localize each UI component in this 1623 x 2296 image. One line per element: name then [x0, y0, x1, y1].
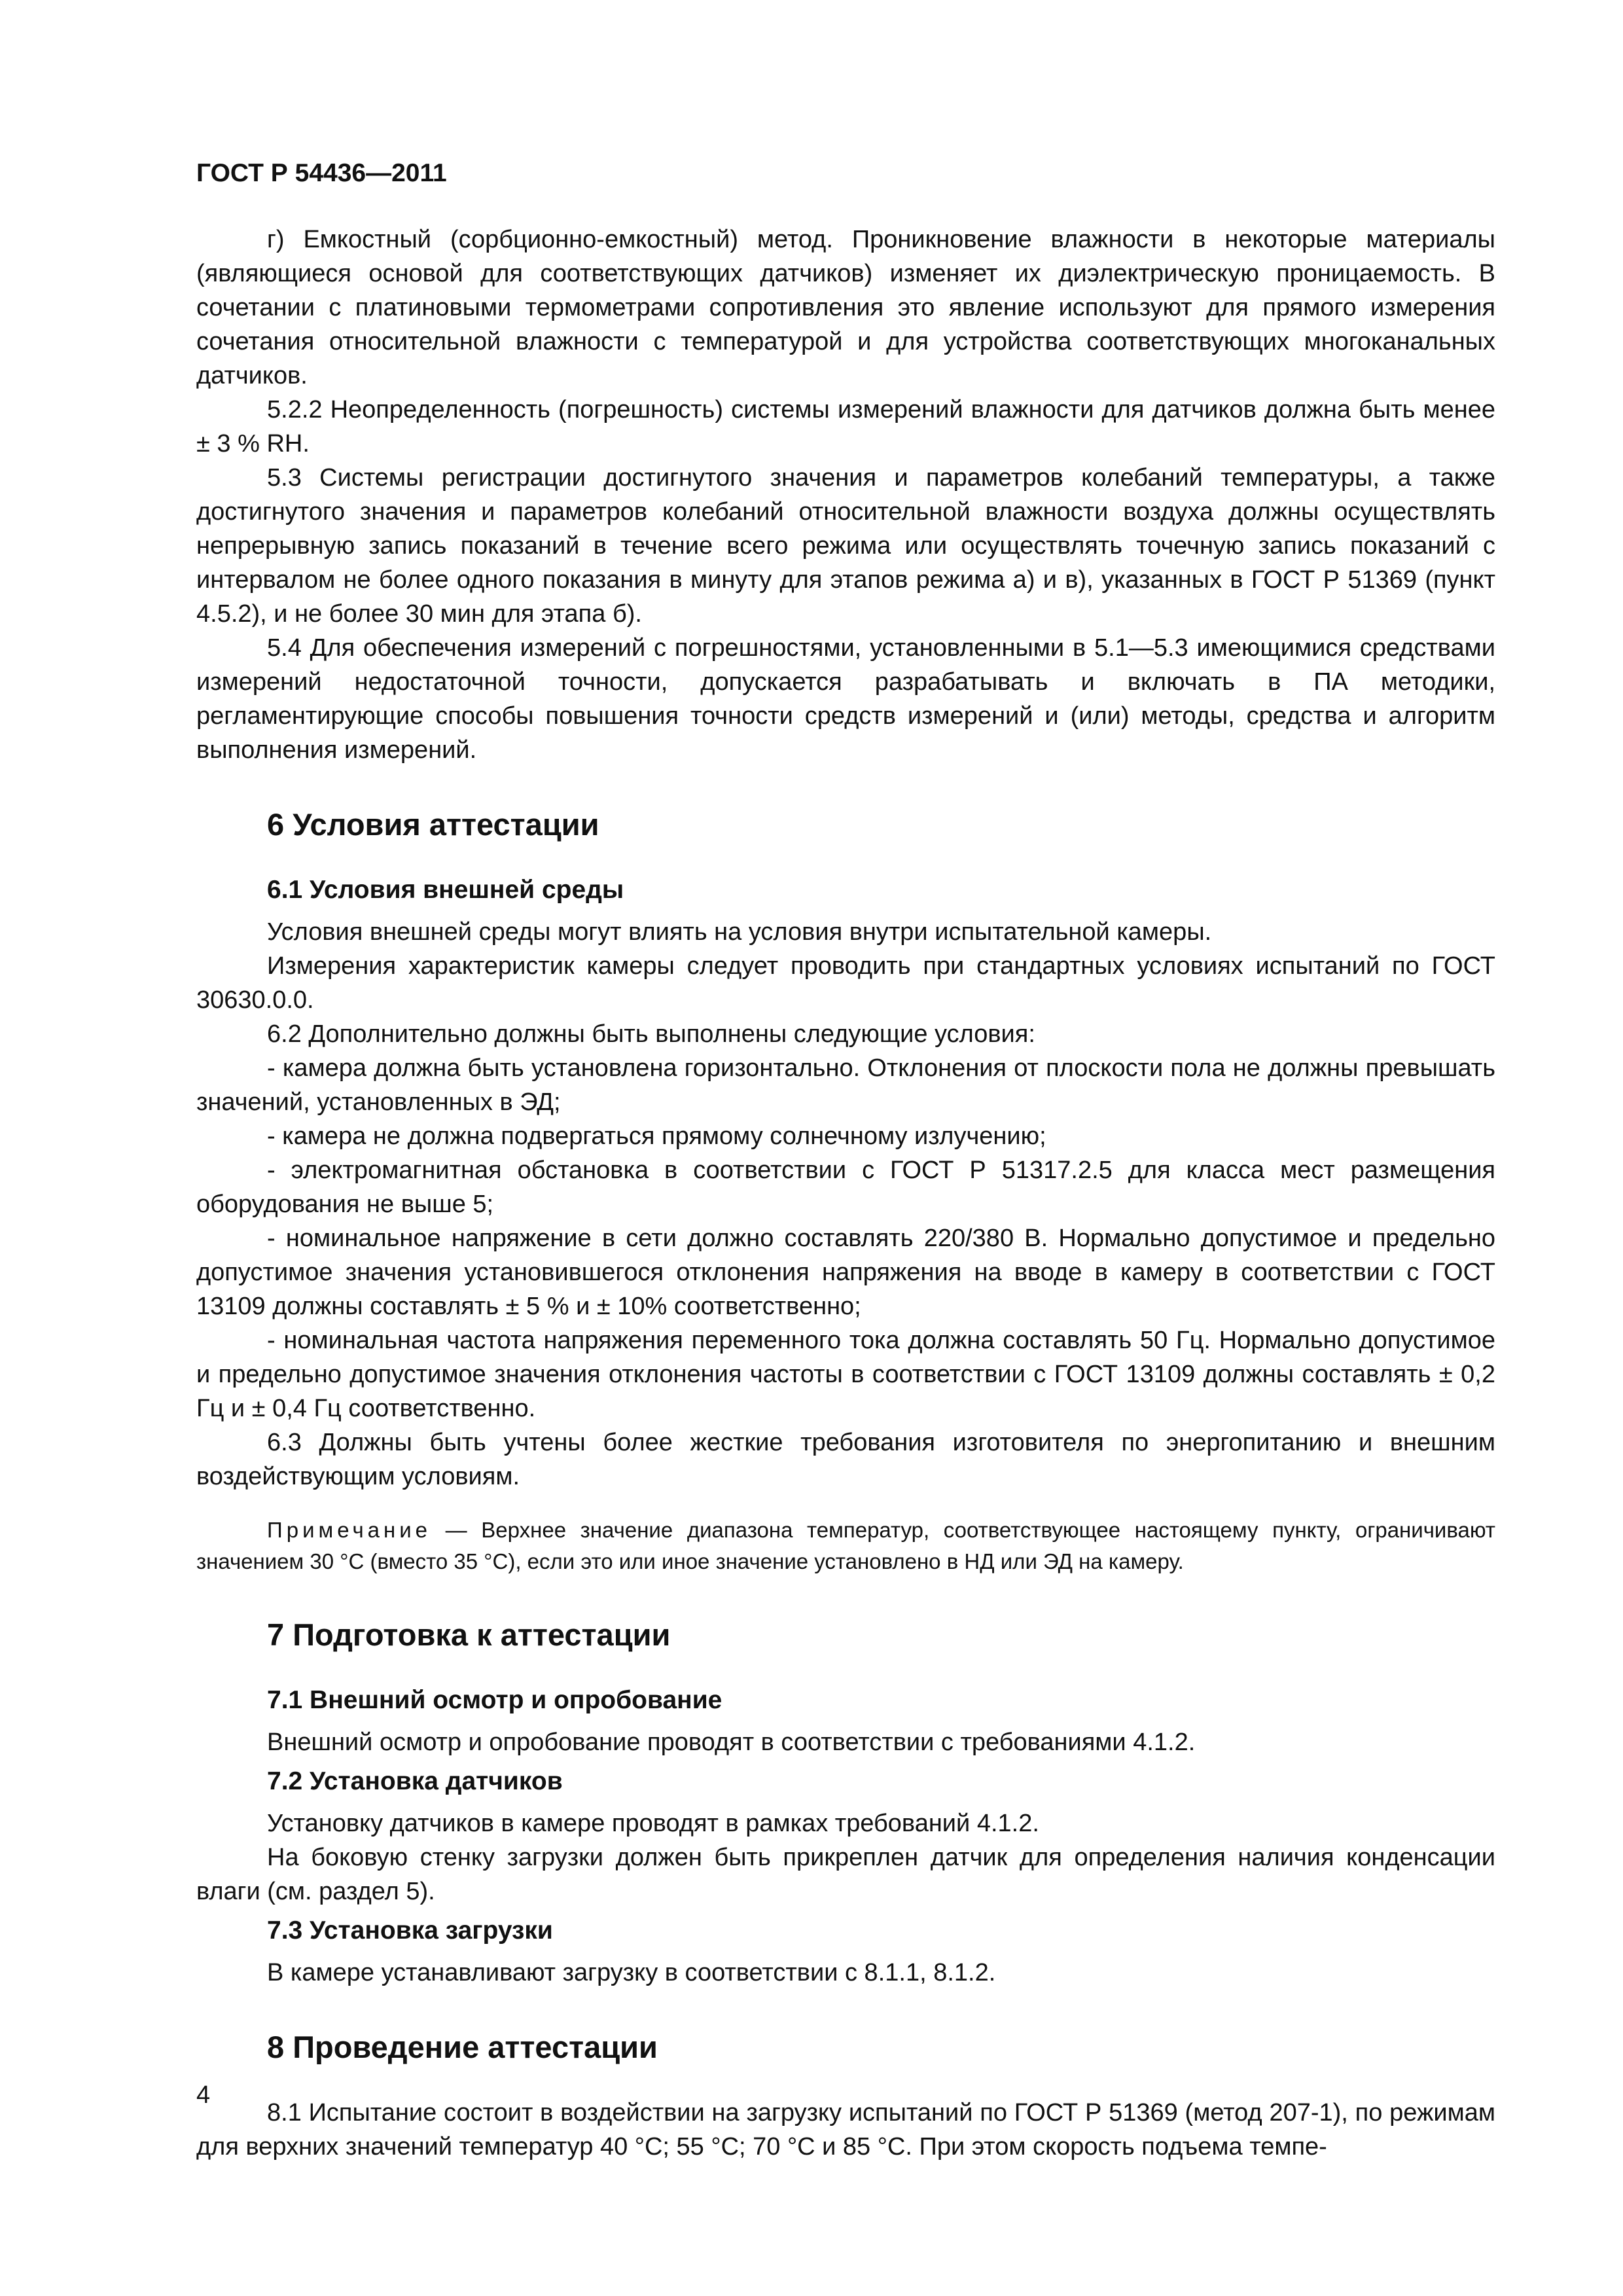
list-item: - электромагнитная обстановка в соответствии с ГОСТ Р 51317.2.5 для класса мест размещения оборудования не выше 5; [196, 1157, 1495, 1218]
paragraph-5-2-1-g: г) Емкостный (сорбционно-емкостный) метод. Проникновение влажности в некоторые материалы (являющиеся основой для соответствующих датчиков) изменяет их диэлектрическую проницаемость. В сочетании с платиновыми термометрами сопротивления это явление используют для прямого измерения сочетания относительной влажности с температурой и для устройства соответствующих многоканальных датчиков. [196, 226, 1495, 389]
document-page [196, 157, 1495, 2164]
paragraph-6-1-b: Измерения характеристик камеры следует проводить при стандартных условиях испытаний по ГОСТ 30630.0.0. [196, 952, 1495, 1014]
subsection-7-2-heading: 7.2 Установка датчиков [267, 1767, 563, 1795]
paragraph-6-1-a: Условия внешней среды могут влиять на условия внутри испытательной камеры. [267, 918, 1212, 946]
paragraph-8-1: 8.1 Испытание состоит в воздействии на загрузку испытаний по ГОСТ Р 51369 (метод 207-1), по режимам для верхних значений температур 40 °С; 55 °С; 70 °С и 85 °С. При этом скорость подъема темпе- [196, 2099, 1495, 2161]
paragraph-7-2-b: На боковую стенку загрузки должен быть прикреплен датчик для определения наличия конденсации влаги (см. раздел 5). [196, 1844, 1495, 1905]
list-item: - номинальная частота напряжения переменного тока должна составлять 50 Гц. Нормально допустимое и предельно допустимое значения отклонения частоты в соответствии с ГОСТ 13109 должны составлять ± 0,2 Гц и ± 0,4 Гц соответственно. [196, 1327, 1495, 1422]
subsection-7-3-heading: 7.3 Установка загрузки [267, 1916, 553, 1945]
paragraph-7-2-a: Установку датчиков в камере проводят в рамках требований 4.1.2. [267, 1810, 1039, 1837]
section-7-heading: 7 Подготовка к аттестации [267, 1617, 671, 1652]
section-8-heading: 8 Проведение аттестации [267, 2030, 658, 2064]
subsection-7-1-heading: 7.1 Внешний осмотр и опробование [267, 1686, 722, 1714]
note-label: Примечание [267, 1518, 432, 1542]
section-6-heading: 6 Условия аттестации [267, 807, 599, 842]
paragraph-6-3: 6.3 Должны быть учтены более жесткие требования изготовителя по энергопитанию и внешним воздействующим условиям. [196, 1429, 1495, 1490]
paragraph-6-2: 6.2 Дополнительно должны быть выполнены следующие условия: [267, 1020, 1035, 1048]
note-text: — Верхнее значение диапазона температур, соответствующее настоящему пункту, ограничивают значением 30 °С (вместо 35 °С), если это или иное значение установлено в НД или ЭД на камеру. [196, 1518, 1495, 1573]
note-block [196, 1515, 1495, 1577]
paragraph-5-3: 5.3 Системы регистрации достигнутого значения и параметров колебаний температуры, а также достигнутого значения и параметров колебаний относительной влажности воздуха должны осуществлять непрерывную запись показаний в течение всего режима или осуществлять точечную запись показаний с интервалом не более одного показания в минуту для этапов режима а) и в), указанных в ГОСТ Р 51369 (пункт 4.5.2), и не более 30 мин для этапа б). [196, 464, 1495, 628]
list-item: - камера должна быть установлена горизонтально. Отклонения от плоскости пола не должны превышать значений, установленных в ЭД; [196, 1054, 1495, 1116]
paragraph-5-2-2: 5.2.2 Неопределенность (погрешность) системы измерений влажности для датчиков должна быть менее ± 3 % RH. [196, 396, 1495, 457]
page-number: 4 [196, 2081, 211, 2109]
list-item: - камера не должна подвергаться прямому солнечному излучению; [267, 1122, 1046, 1150]
document-header: ГОСТ Р 54436—2011 [196, 159, 447, 187]
paragraph-7-1: Внешний осмотр и опробование проводят в соответствии с требованиями 4.1.2. [267, 1729, 1196, 1756]
paragraph-5-4: 5.4 Для обеспечения измерений с погрешностями, установленными в 5.1—5.3 имеющимися средствами измерений недостаточной точности, допускается разрабатывать и включать в ПА методики, регламентирующие способы повышения точности средств измерений и (или) методы, средства и алгоритм выполнения измерений. [196, 634, 1495, 764]
subsection-6-1-heading: 6.1 Условия внешней среды [267, 876, 624, 904]
list-item: - номинальное напряжение в сети должно составлять 220/380 В. Нормально допустимое и предельно допустимое значения установившегося отклонения напряжения на вводе в камеру в соответствии с ГОСТ 13109 должны составлять ± 5 % и ± 10% соответственно; [196, 1225, 1495, 1320]
paragraph-7-3: В камере устанавливают загрузку в соответствии с 8.1.1, 8.1.2. [267, 1959, 996, 1986]
